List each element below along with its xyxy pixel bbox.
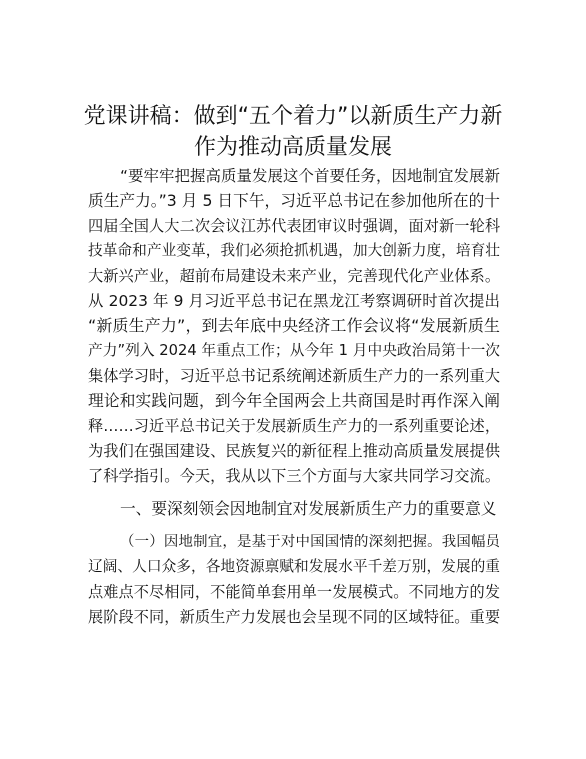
document-title-line-1: 党课讲稿：做到“五个着力”以新质生产力新 xyxy=(83,104,503,129)
paragraph-line: 质生产力。”3 月 5 日下午，习近平总书记在参加他所在的十 xyxy=(88,191,500,210)
paragraph-line: “要牢牢把握高质量发展这个首要任务，因地制宜发展新 xyxy=(120,167,500,185)
paragraph-line: 技革命和产业变革，我们必须抢抓机遇，加大创新力度，培育壮 xyxy=(88,242,500,259)
paragraph-line: （一）因地制宜，是基于对中国国情的深刻把握。我国幅员 xyxy=(120,534,500,550)
paragraph-line: 从 2023 年 9 月习近平总书记在黑龙江考察调研时首次提出 xyxy=(88,292,500,310)
paragraph-line: 集体学习时，习近平总书记系统阐述新质生产力的一系列重大 xyxy=(88,367,500,385)
paragraph-line: “新质生产力”，到去年底中央经济工作会议将“发展新质生 xyxy=(88,316,500,335)
paragraph-line: 点难点不尽相同，不能简单套用单一发展模式。不同地方的发 xyxy=(88,583,500,601)
section-heading: 一、要深刻领会因地制宜对发展新质生产力的重要意义 xyxy=(120,499,497,518)
paragraph-line: 四届全国人大二次会议江苏代表团审议时强调，面对新一轮科 xyxy=(88,217,500,235)
paragraph-line: 了科学指引。今天，我从以下三个方面与大家共同学习交流。 xyxy=(88,467,500,485)
paragraph-line: 辽阔、人口众多，各地资源禀赋和发展水平千差万别，发展的重 xyxy=(88,558,500,575)
paragraph-line: 理论和实践问题，到今年全国两会上共商国是时再作深入阐 xyxy=(88,391,500,410)
paragraph-line: 大新兴产业，超前布局建设未来产业，完善现代化产业体系。 xyxy=(88,267,500,285)
paragraph-line: 为我们在强国建设、民族复兴的新征程上推动高质量发展提供 xyxy=(88,442,500,460)
paragraph-line: 释……习近平总书记关于发展新质生产力的一系列重要论述， xyxy=(88,417,500,435)
document-title-line-2: 作为推动高质量发展 xyxy=(193,135,392,160)
paragraph-line: 产力”列入 2024 年重点工作；从今年 1 月中央政治局第十一次 xyxy=(88,342,500,359)
paragraph-line: 展阶段不同，新质生产力发展也会呈现不同的区域特征。重要 xyxy=(88,608,500,626)
